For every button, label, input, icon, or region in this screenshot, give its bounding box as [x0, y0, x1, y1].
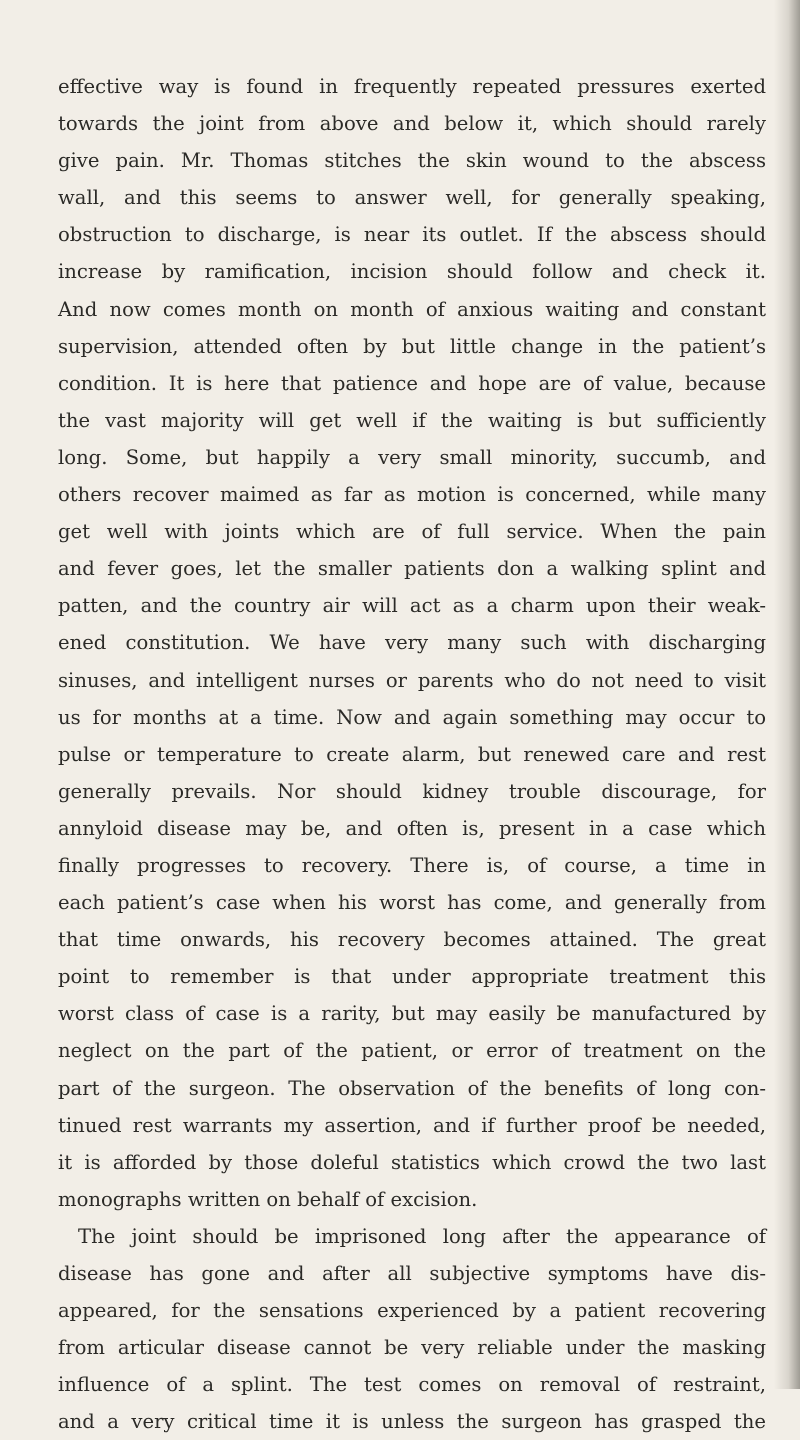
text-line: give pain. Mr. Thomas stitches the skin wound to the abscess	[58, 149, 766, 173]
text-line: ened constitution. We have very many such with discharging	[58, 631, 766, 655]
text-line: annyloid disease may be, and often is, present in a case which	[58, 816, 766, 840]
text-line: pulse or temperature to create alarm, but renewed care and rest	[58, 742, 766, 766]
text-line: condition. It is here that patience and hope are of value, because	[58, 371, 766, 395]
text-line: generally prevails. Nor should kidney trouble discourage, for	[58, 779, 766, 803]
text-line: And now comes month on month of anxious waiting and constant	[58, 297, 766, 321]
text-line: disease has gone and after all subjective symptoms have dis-	[58, 1262, 766, 1285]
text-line: neglect on the part of the patient, or error of treatment on the	[58, 1039, 766, 1063]
page-edge-shadow	[774, 0, 800, 1389]
text-line: that time onwards, his recovery becomes attained. The great	[58, 928, 766, 952]
text-line: and fever goes, let the smaller patients don a walking splint and	[58, 557, 766, 581]
text-line: towards the joint from above and below it, which should rarely	[58, 112, 766, 136]
text-line: obstruction to discharge, is near its outlet. If the abscess should	[58, 223, 766, 247]
text-line: effective way is found in frequently repeated pressures exerted	[58, 75, 766, 98]
text-line: wall, and this seems to answer well, for generally speaking,	[58, 186, 766, 210]
text-line: get well with joints which are of full service. When the pain	[58, 520, 766, 544]
text-line: finally progresses to recovery. There is, of course, a time in	[58, 853, 766, 877]
text-line: point to remember is that under appropriate treatment this	[58, 965, 766, 989]
text-line: each patient’s case when his worst has come, and generally from	[58, 891, 766, 915]
text-line: us for months at a time. Now and again something may occur to	[58, 705, 766, 729]
text-line: worst class of case is a rarity, but may easily be manufactured by	[58, 1002, 766, 1026]
text-line: it is afforded by those doleful statistics which crowd the two last	[58, 1150, 766, 1174]
text-line: others recover maimed as far as motion is concerned, while many	[58, 483, 766, 507]
text-line: supervision, attended often by but little change in the patient’s	[58, 334, 766, 358]
text-line: part of the surgeon. The observation of the benefits of long con-	[58, 1076, 766, 1100]
text-line: tinued rest warrants my assertion, and if further proof be needed,	[58, 1113, 766, 1137]
paragraph-last-line: monographs written on behalf of excision.	[58, 1187, 478, 1211]
text-line: increase by ramification, incision should follow and check it.	[58, 260, 766, 284]
text-line: sinuses, and intelligent nurses or parents who do not need to visit	[58, 668, 766, 692]
body-text	[58, 68, 766, 1440]
text-line: appeared, for the sensations experienced by a patient recovering	[58, 1299, 766, 1323]
text-line: influence of a splint. The test comes on removal of restraint,	[58, 1373, 766, 1397]
text-line: the vast majority will get well if the waiting is but sufficiently	[58, 408, 766, 432]
text-line: patten, and the country air will act as a charm upon their weak-	[58, 594, 766, 618]
paragraph-first-line: The joint should be imprisoned long after the appearance of	[78, 1224, 766, 1248]
text-line: and a very critical time it is unless the surgeon has grasped the	[58, 1410, 766, 1434]
text-line: from articular disease cannot be very reliable under the masking	[58, 1336, 766, 1360]
text-line: long. Some, but happily a very small minority, succumb, and	[58, 445, 766, 469]
